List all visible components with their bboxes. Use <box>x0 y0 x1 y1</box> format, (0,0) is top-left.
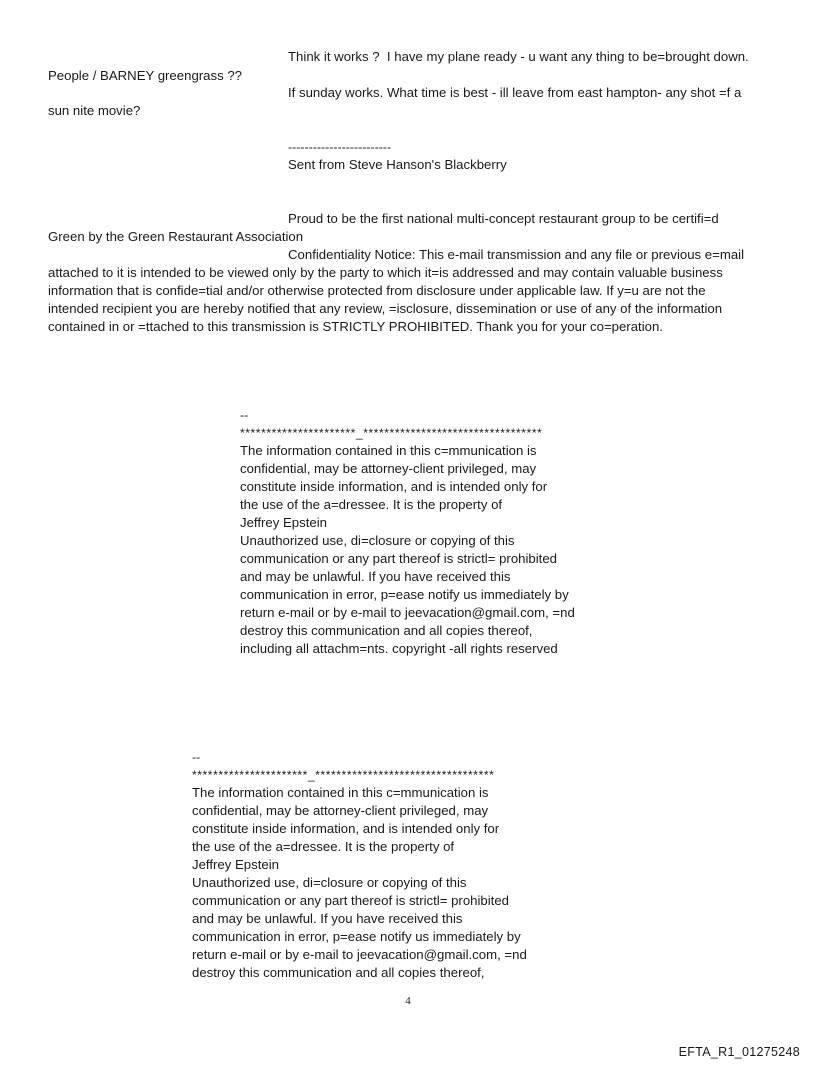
signature-line: Confidentiality Notice: This e-mail transmission and any file or previous e=mail <box>288 247 745 262</box>
disclaimer-line: communication or any part thereof is strictl= prohibited <box>240 551 558 566</box>
disclaimer-line: The information contained in this c=mmunication is <box>240 443 537 458</box>
disclaimer-line: Jeffrey Epstein <box>240 515 327 530</box>
signature-line: contained in or =ttached to this transmission is STRICTLY PROHIBITED. Thank you for your co=peration. <box>48 319 663 334</box>
signature-line: intended recipient you are hereby notified that any review, =isclosure, dissemination or use of any of the information <box>48 301 723 316</box>
disclaimer-line: communication in error, p=ease notify us immediately by <box>240 587 569 602</box>
disclaimer-line: confidential, may be attorney-client privileged, may <box>192 803 489 818</box>
disclaimer-line: the use of the a=dressee. It is the property of <box>240 497 503 512</box>
signature-line: Green by the Green Restaurant Association <box>48 229 304 244</box>
disclaimer-dashes: -- <box>192 750 201 764</box>
disclaimer-line: return e-mail or by e-mail to jeevacation@gmail.com, =nd <box>192 947 527 962</box>
signature-line: attached to it is intended to be viewed only by the party to which it=is addressed and may contain valuable business <box>48 265 723 280</box>
disclaimer-line: the use of the a=dressee. It is the property of <box>192 839 455 854</box>
email-line: If sunday works. What time is best - ill leave from east hampton- any shot =f a <box>288 85 742 100</box>
page-number: 4 <box>405 995 411 1007</box>
disclaimer-line: including all attachm=nts. copyright -all rights reserved <box>240 641 558 656</box>
disclaimer-line: destroy this communication and all copies thereof, <box>192 965 485 980</box>
disclaimer-line: The information contained in this c=mmunication is <box>192 785 489 800</box>
disclaimer-line: Jeffrey Epstein <box>192 857 279 872</box>
disclaimer-line: and may be unlawful. If you have received this <box>192 911 463 926</box>
disclaimer-line: Unauthorized use, di=closure or copying of this <box>240 533 515 548</box>
email-line: sun nite movie? <box>48 103 141 118</box>
disclaimer-line: and may be unlawful. If you have received this <box>240 569 511 584</box>
disclaimer-stars: **********************_********************************** <box>240 426 543 440</box>
disclaimer-stars: **********************_********************************** <box>192 768 495 782</box>
disclaimer-line: constitute inside information, and is intended only for <box>240 479 548 494</box>
sent-from: Sent from Steve Hanson's Blackberry <box>288 157 507 172</box>
disclaimer-line: return e-mail or by e-mail to jeevacation@gmail.com, =nd <box>240 605 575 620</box>
disclaimer-line: Unauthorized use, di=closure or copying of this <box>192 875 467 890</box>
email-line: Think it works ? I have my plane ready - u want any thing to be=brought down. <box>288 49 749 64</box>
disclaimer-line: confidential, may be attorney-client privileged, may <box>240 461 537 476</box>
disclaimer-line: destroy this communication and all copies thereof, <box>240 623 533 638</box>
disclaimer-line: constitute inside information, and is intended only for <box>192 821 500 836</box>
bates-number: EFTA_R1_01275248 <box>678 1045 800 1059</box>
disclaimer-dashes: -- <box>240 408 249 422</box>
signature-line: Proud to be the first national multi-concept restaurant group to be certifi=d <box>288 211 719 226</box>
separator-line: ------------------------- <box>288 140 392 154</box>
email-line: People / BARNEY greengrass ?? <box>48 68 243 83</box>
disclaimer-line: communication in error, p=ease notify us immediately by <box>192 929 521 944</box>
disclaimer-line: communication or any part thereof is strictl= prohibited <box>192 893 510 908</box>
signature-line: information that is confide=tial and/or otherwise protected from disclosure under applicable law. If y=u are not the <box>48 283 706 298</box>
